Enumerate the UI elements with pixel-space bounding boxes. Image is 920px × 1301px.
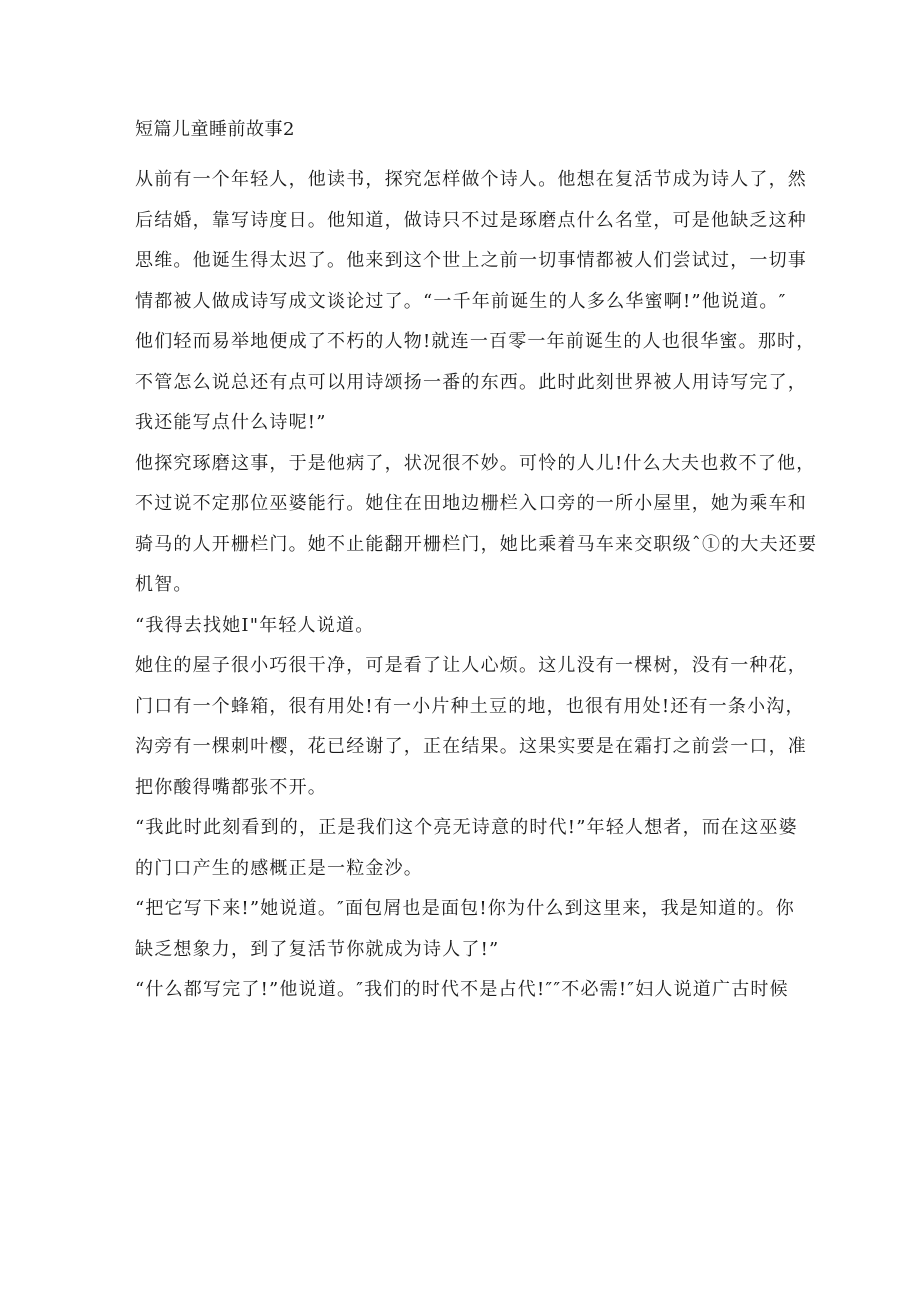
text-line: 沟旁有一棵刺叶樱，花已经谢了，正在结果。这果实要是在霜打之前尝一口，准 [135, 736, 807, 757]
text-line: 她住的屋子很小巧很干净，可是看了让人心烦。这儿没有一棵树，没有一种花， [135, 655, 807, 676]
text-line: 他们轻而易举地便成了不朽的人物!就连一百零一年前诞生的人也很华蜜。那时， [135, 331, 816, 352]
text-line: 的门口产生的感概正是一粒金沙。 [135, 857, 423, 879]
paragraph-2 [135, 444, 818, 606]
text-line: 从前有一个年轻人，他读书，探究怎样做个诗人。他想在复活节成为诗人了，然 [135, 169, 807, 190]
text-line: “我此时此刻看到的，正是我们这个亮无诗意的时代!”年轻人想者，而在这巫婆 [135, 817, 798, 838]
text-line: “什么都写完了!”他说道。″我们的时代不是占代!″″不必需!″妇人说道广古时候 [135, 979, 789, 1000]
text-line: 把你酸得嘴都张不开。 [135, 776, 327, 798]
text-line: 情都被人做成诗写成文谈论过了。“一千年前诞生的人多么华蜜啊!”他说道。″ [135, 290, 787, 312]
paragraph-6 [135, 889, 795, 970]
text-line: 我还能写点什么诗呢!” [135, 412, 327, 433]
text-line: 不管怎么说总还有点可以用诗颂扬一番的东西。此时此刻世界被人用诗写完了， [135, 371, 807, 393]
text-line: 机智。 [135, 574, 193, 595]
text-line: 缺乏想象力，到了复活节你就成为诗人了!” [135, 938, 500, 960]
text-line: 门口有一个蜂箱，很有用处!有一小片种土豆的地，也很有用处!还有一条小沟， [135, 695, 805, 717]
paragraph-5 [135, 808, 798, 889]
text-line: 骑马的人开栅栏门。她不止能翻开栅栏门，她比乘着马车来交职级ˆ①的大夫还要 [135, 533, 818, 555]
text-line: 他探究琢磨这事，于是他病了，状况很不妙。可怜的人儿!什么大夫也救不了他， [135, 452, 816, 474]
text-line: 不过说不定那位巫婆能行。她住在田地边栅栏入口旁的一所小屋里，她为乘车和 [135, 493, 807, 514]
text-line: 后结婚，靠写诗度日。他知道，做诗只不过是琢磨点什么名堂，可是他缺乏这种 [135, 209, 807, 231]
paragraph-1 [135, 160, 816, 444]
paragraph-7 [135, 970, 790, 1011]
paragraph-4 [135, 646, 807, 808]
document-title: 短篇儿童睡前故事2 [135, 119, 295, 140]
text-line: “把它写下来!”她说道。″面包屑也是面包!你为什么到这里来，我是知道的。你 [135, 898, 795, 919]
text-line: 思维。他诞生得太迟了。他来到这个世上之前一切事情都被人们尝试过，一切事 [135, 250, 807, 271]
document-body [135, 160, 818, 1011]
paragraph-3 [135, 606, 790, 647]
text-line: “我得去找她I"年轻人说道。 [135, 614, 375, 636]
